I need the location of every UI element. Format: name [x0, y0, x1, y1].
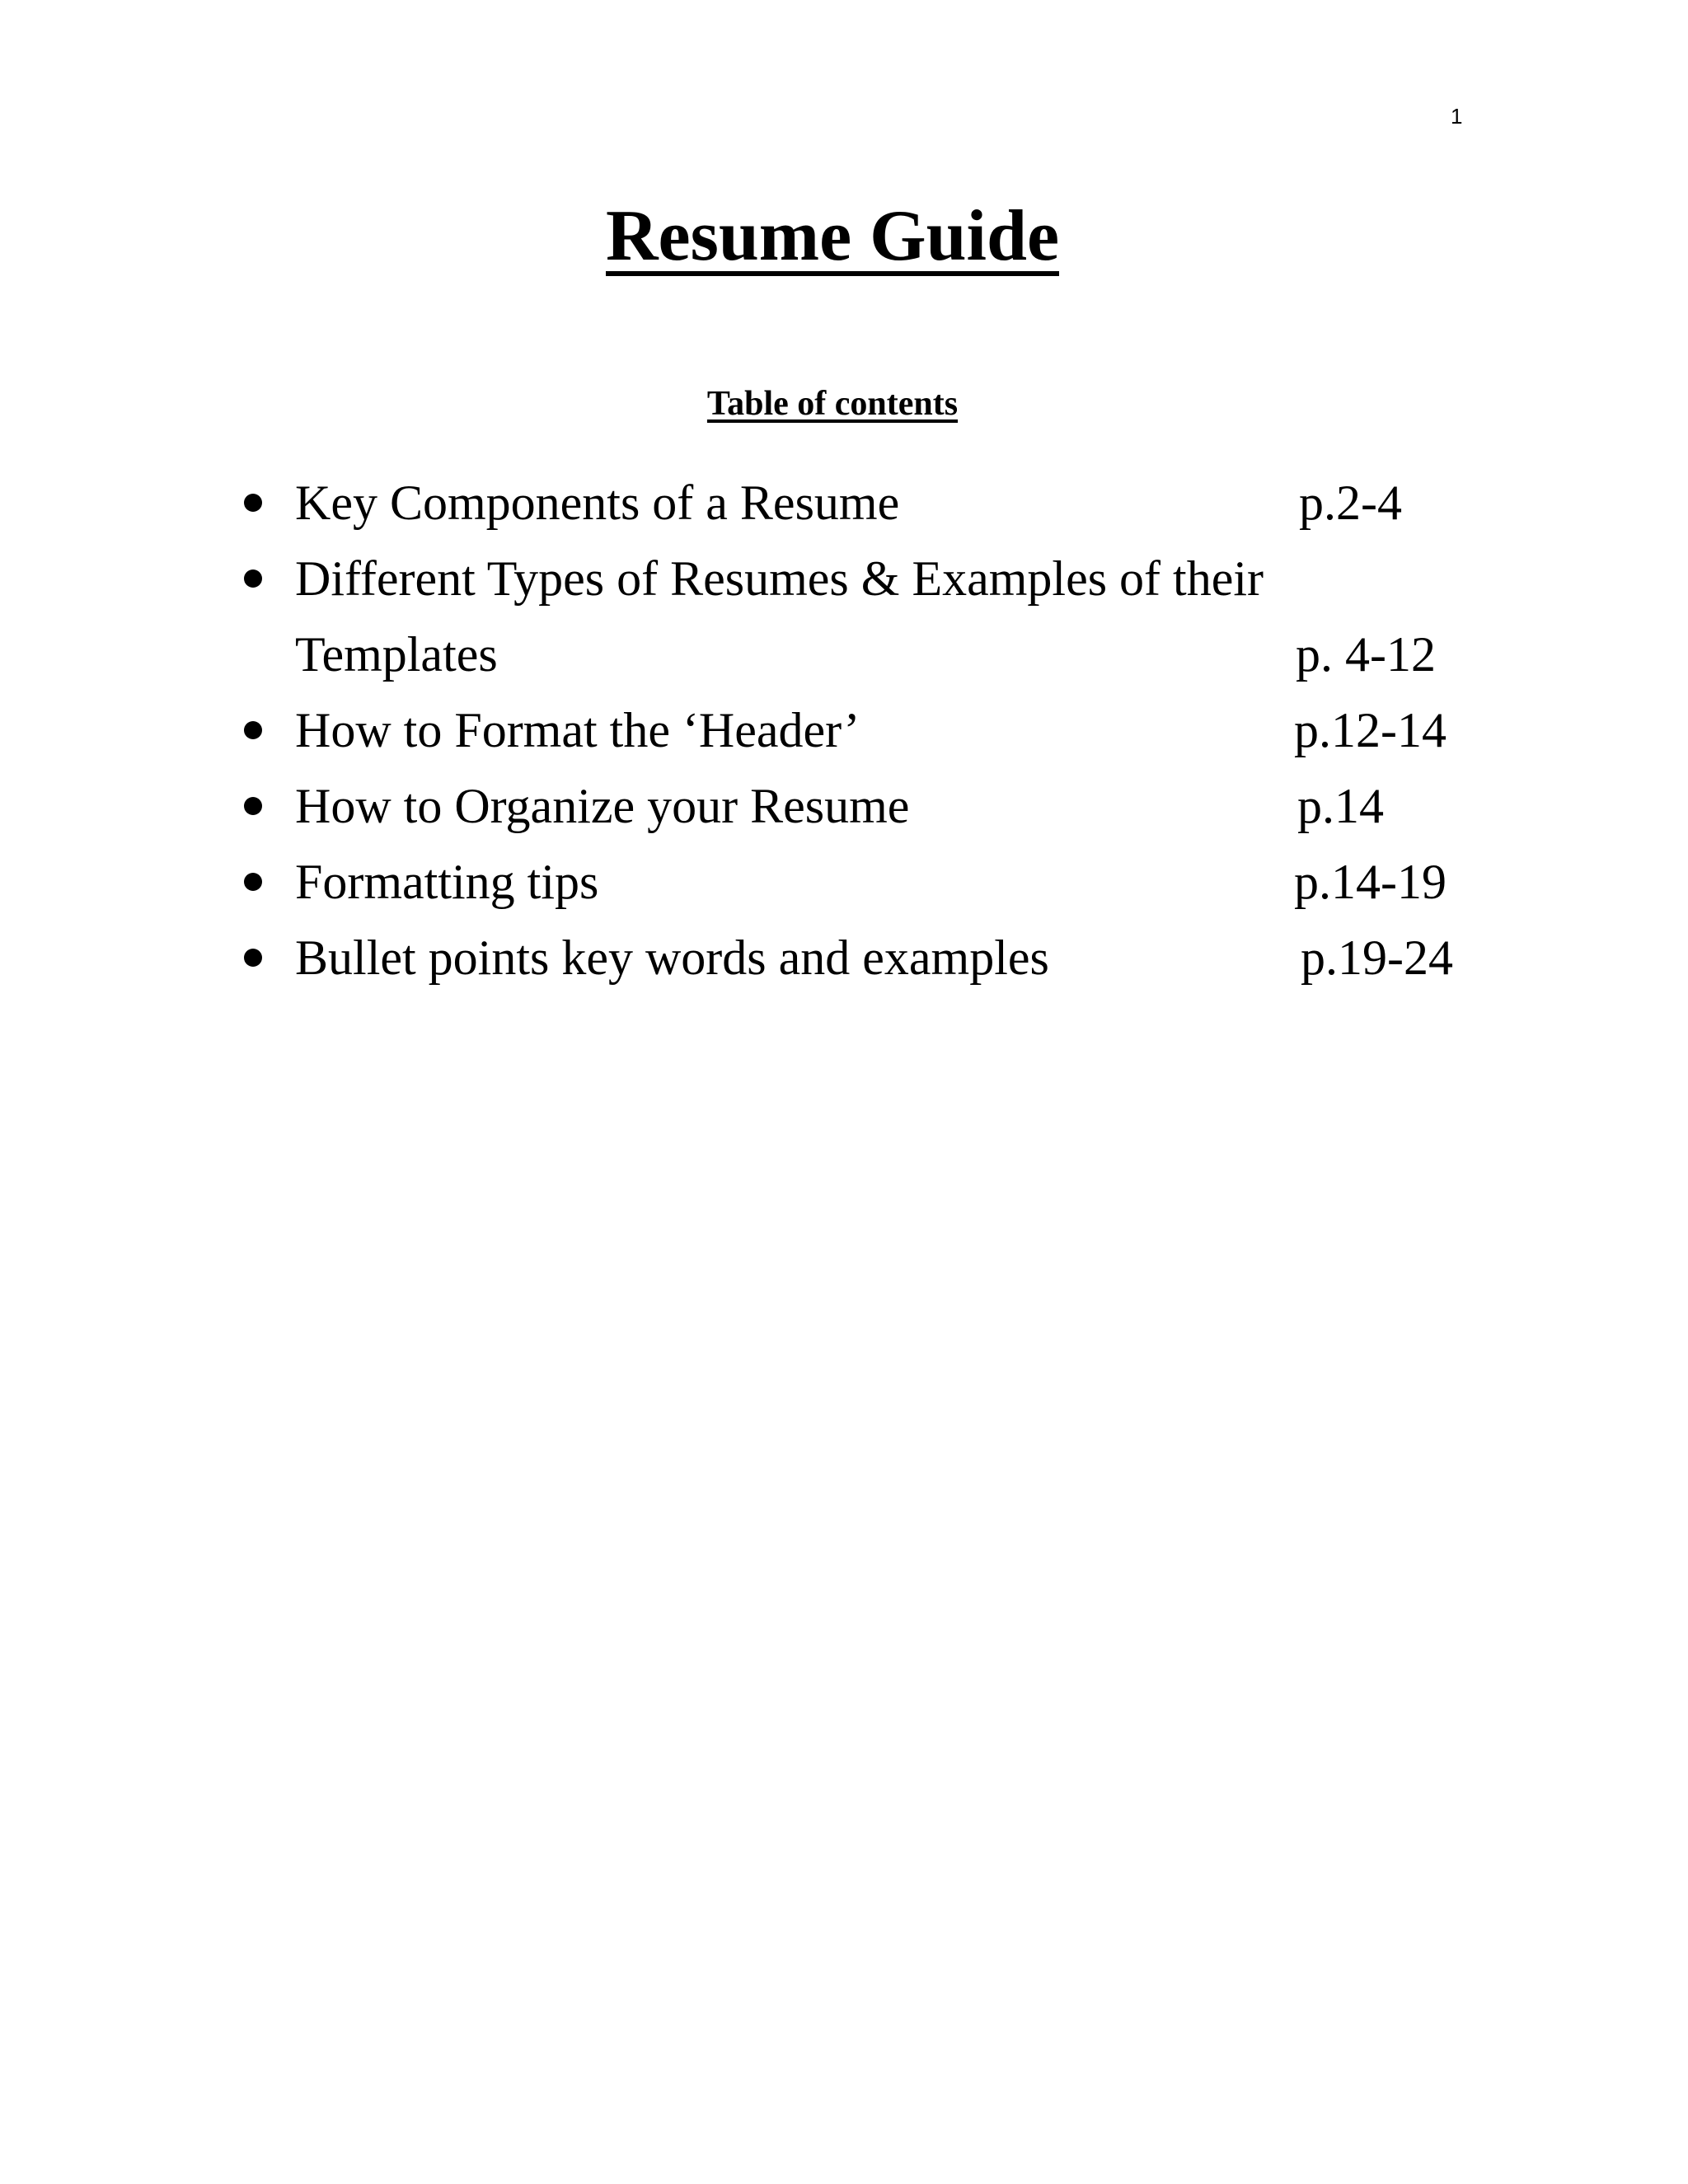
toc-item-page: p.2-4 [1299, 476, 1402, 530]
bullet-icon [244, 494, 262, 512]
toc-item [0, 844, 1688, 920]
toc-item-text: Bullet points key words and examples [295, 930, 1049, 985]
bullet-icon [244, 949, 262, 967]
toc-item-page: p. 4-12 [1296, 627, 1436, 682]
toc-item-text: Formatting tips [295, 855, 599, 909]
toc-item [0, 465, 1688, 541]
toc-item-text: How to Organize your Resume [295, 779, 910, 833]
toc-item [0, 920, 1688, 996]
toc-heading: Table of contents [706, 385, 959, 423]
toc-item [0, 541, 1688, 692]
bullet-icon [244, 797, 262, 815]
bullet-icon [244, 569, 262, 588]
document-title: Resume Guide [606, 196, 1059, 276]
page-number: 1 [1451, 104, 1463, 129]
toc-item-page: p.14 [1297, 779, 1384, 833]
toc-item-page: p.12-14 [1294, 703, 1447, 757]
toc-item [0, 692, 1688, 768]
toc-list [0, 465, 1688, 996]
toc-item-page: p.19-24 [1301, 930, 1453, 985]
toc-item [0, 768, 1688, 844]
toc-item-page: p.14-19 [1294, 855, 1447, 909]
bullet-icon [244, 873, 262, 891]
bullet-icon [244, 721, 262, 739]
toc-item-text: How to Format the ‘Header’ [295, 703, 860, 757]
toc-item-text: Key Components of a Resume [295, 476, 900, 530]
toc-item-text: Different Types of Resumes & Examples of their Templates [295, 551, 1264, 682]
